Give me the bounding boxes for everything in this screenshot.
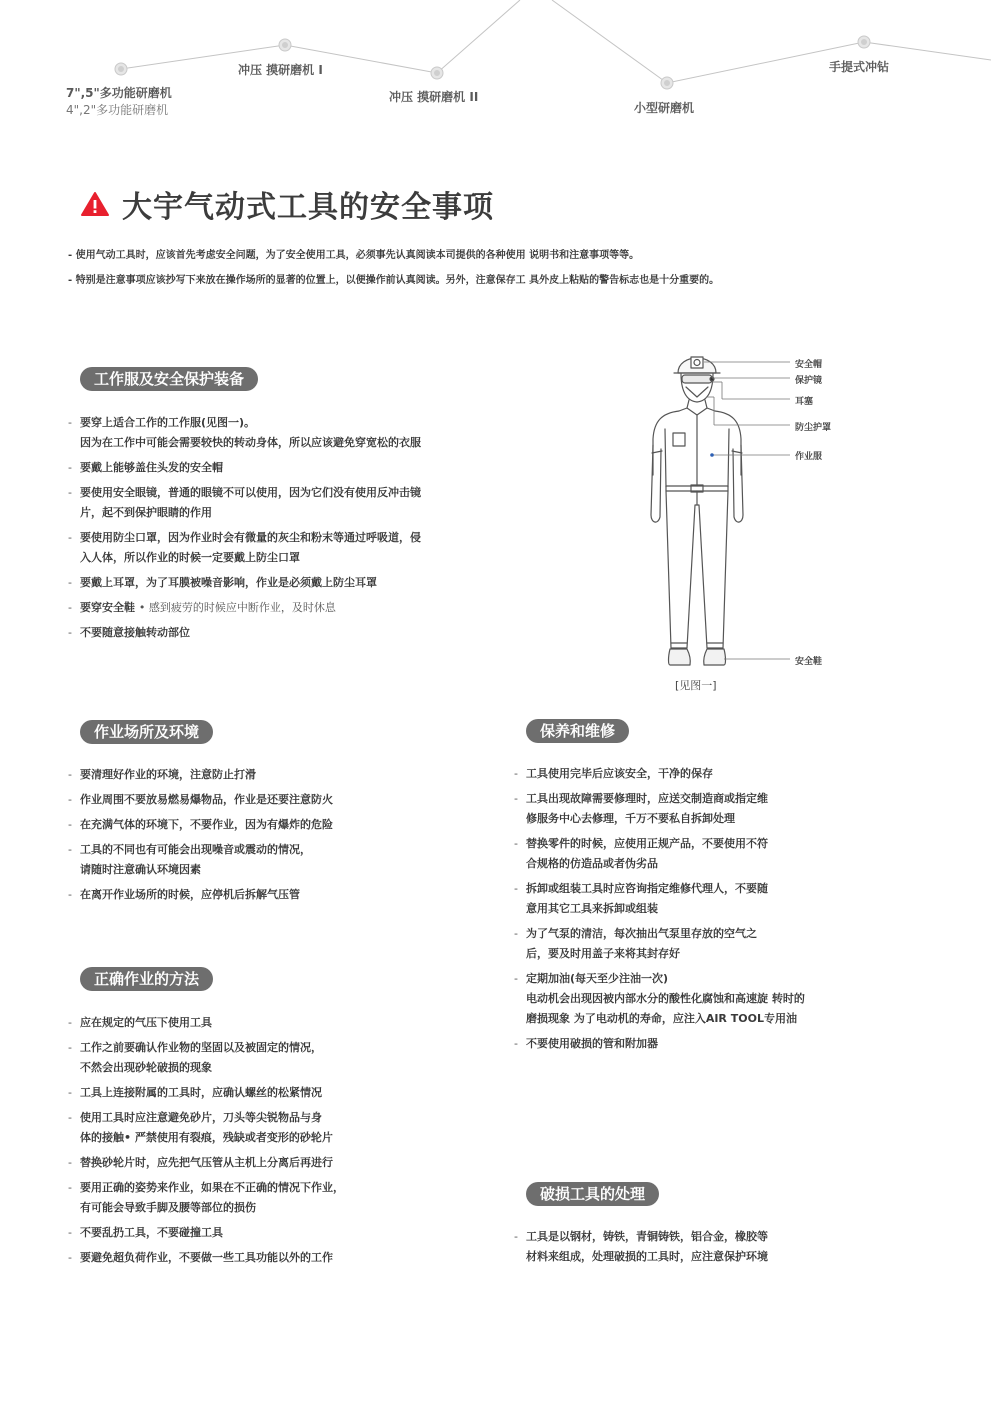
list-item-line: 不然会出现砂轮破损的现象 — [80, 1061, 212, 1074]
list-item — [68, 1013, 344, 1033]
list-item — [68, 1153, 344, 1173]
list-item — [68, 528, 421, 568]
list-item — [68, 1108, 344, 1148]
nav-item-multi-grinder-4-2[interactable]: 4",2"多功能研磨机 — [66, 103, 169, 117]
list-item-line: 因为在工作中可能会需要较快的转动身体，所以应该避免穿宽松的衣服 — [80, 436, 421, 449]
list-item — [68, 1223, 344, 1243]
list-item-line: - 要清理好作业的环境，注意防止打滑 — [80, 768, 256, 781]
list-item — [68, 840, 333, 880]
list-item — [68, 885, 333, 905]
list-item — [68, 765, 333, 785]
list-item — [514, 764, 805, 784]
damaged-tools-list — [514, 1227, 768, 1272]
figure-label-mask: 防尘护罩 — [795, 423, 832, 433]
list-item — [68, 1248, 344, 1268]
list-item-line: - 不要乱扔工具，不要碰撞工具 — [80, 1226, 223, 1239]
list-item-line: - 工具使用完毕后应该安全，干净的保存 — [526, 767, 713, 780]
list-item — [68, 413, 421, 453]
list-item-line: 后，要及时用盖子来将其封存好 — [526, 947, 680, 960]
product-nav — [0, 0, 991, 130]
list-item-line: 修服务中心去修理，千万不要私自拆卸处理 — [526, 812, 735, 825]
page-title: 大宇气动式工具的安全事项 — [122, 190, 494, 225]
nav-item-die-grinder-1[interactable]: 冲压 摸研磨机 I — [238, 63, 323, 77]
list-item-line: - 应在规定的气压下使用工具 — [80, 1016, 212, 1029]
list-item-line: - 工作之前要确认作业物的坚固以及被固定的情况， — [80, 1041, 322, 1054]
list-item-line: 片，起不到保护眼睛的作用 — [80, 506, 212, 519]
list-item-line: - 要使用安全眼镜，普通的眼镜不可以使用，因为它们没有使用反冲击镜 — [80, 486, 421, 499]
list-item-line: - 要避免超负荷作业，不要做一些工具功能以外的工作 — [80, 1251, 333, 1264]
list-item-line: - 替换零件的时候，应使用正规产品，不要使用不符 — [526, 837, 768, 850]
list-item — [68, 623, 421, 643]
list-item — [68, 1038, 344, 1078]
figure-label-workwear: 作业服 — [795, 452, 823, 462]
list-item-line: - 为了气泵的清洁，每次抽出气泵里存放的空气之 — [526, 927, 757, 940]
list-item-line: 有可能会导致手脚及腰等部位的损伤 — [80, 1201, 256, 1214]
list-item-line: - 工具出现故障需要修理时，应送交制造商或指定维 — [526, 792, 768, 805]
list-item-line: - 要戴上能够盖住头发的安全帽 — [80, 461, 223, 474]
section-title-environment: 作业场所及环境 — [80, 720, 213, 744]
list-item-line: 材料来组成，处理破损的工具时，应注意保护环境 — [526, 1250, 768, 1263]
list-item-line: - 在离开作业场所的时候，应停机后拆解气压管 — [80, 888, 300, 901]
intro-line-1: - 使用气动工具时，应该首先考虑安全问题，为了安全使用工具，必须事先认真阅读本司提供的各种使用 说明书和注意事项等等。 — [68, 250, 640, 261]
list-item-line: - 要穿上适合工作的工作服(见图一)。 — [80, 416, 256, 429]
figure-label-earplug: 耳塞 — [795, 397, 814, 407]
list-item-line: 请随时注意确认环境因素 — [80, 863, 201, 876]
list-item-line: - 不要使用破损的管和附加器 — [526, 1037, 658, 1050]
figure-label-helmet: 安全帽 — [795, 360, 823, 370]
list-item-line: - 工具的不同也有可能会出现噪音或震动的情况， — [80, 843, 311, 856]
section-title-clothing: 工作服及安全保护装备 — [80, 367, 258, 391]
list-item-line: - 工具是以钢材，铸铁，青铜铸铁，铝合金，橡胶等 — [526, 1230, 768, 1243]
list-item-line: 电动机会出现因被内部水分的酸性化腐蚀和高速旋 转时的 — [526, 992, 805, 1005]
list-item-line: - 工具上连接附属的工具时，应确认螺丝的松紧情况 — [80, 1086, 322, 1099]
list-item — [514, 789, 805, 829]
list-item — [514, 879, 805, 919]
section-title-damaged-tools: 破损工具的处理 — [526, 1182, 659, 1206]
list-item-line: 合规格的仿造品或者伪劣品 — [526, 857, 658, 870]
clothing-list — [68, 413, 421, 648]
environment-list — [68, 765, 333, 910]
list-item — [514, 969, 805, 1029]
figure-label-shoes: 安全鞋 — [795, 657, 823, 667]
maintenance-list — [514, 764, 805, 1059]
list-item-line: - 要使用防尘口罩，因为作业时会有微量的灰尘和粉末等通过呼吸道，侵 — [80, 531, 421, 544]
list-item — [68, 598, 421, 618]
figure-label-goggles: 保护镜 — [795, 376, 823, 386]
list-item-line: 入人体，所以作业的时候一定要戴上防尘口罩 — [80, 551, 300, 564]
list-item-line: - 要用正确的姿势来作业，如果在不正确的情况下作业， — [80, 1181, 344, 1194]
list-item — [514, 1227, 768, 1267]
nav-item-die-grinder-2[interactable]: 冲压 摸研磨机 II — [389, 90, 479, 104]
list-item-line: - 拆卸或组装工具时应咨询指定维修代理人，不要随 — [526, 882, 768, 895]
list-item-line: 要穿安全鞋 — [80, 601, 135, 614]
list-item-line: - 作业周围不要放易燃易爆物品，作业是还要注意防火 — [80, 793, 333, 806]
list-item — [68, 458, 421, 478]
list-item — [68, 815, 333, 835]
list-item — [68, 1178, 344, 1218]
section-title-maintenance: 保养和维修 — [526, 719, 629, 743]
nav-item-hand-drill[interactable]: 手提式冲钻 — [829, 60, 890, 74]
nav-item-multi-grinder-7-5[interactable]: 7",5"多功能研磨机 — [66, 86, 172, 100]
intro-line-2: - 特别是注意事项应该抄写下来放在操作场所的显著的位置上，以便操作前认真阅读。另外，注意保存工 具外皮上粘贴的警告标志也是十分重要的。 — [68, 275, 720, 286]
list-item — [68, 483, 421, 523]
section-title-method: 正确作业的方法 — [80, 967, 213, 991]
list-item — [68, 1083, 344, 1103]
list-item — [514, 834, 805, 874]
list-item-line: 体的接触• 严禁使用有裂痕，残缺或者变形的砂轮片 — [80, 1131, 333, 1144]
list-item-line: 意用其它工具来拆卸或组装 — [526, 902, 658, 915]
warning-icon — [80, 191, 110, 217]
page-title-block — [80, 182, 494, 226]
list-item-line: - 定期加油(每天至少注油一次) — [526, 972, 669, 985]
figure-caption: [见图一] — [675, 679, 717, 692]
list-item-line: - 替换砂轮片时，应先把气压管从主机上分离后再进行 — [80, 1156, 333, 1169]
nav-item-mini-grinder[interactable]: 小型研磨机 — [634, 101, 695, 115]
list-item-line — [80, 598, 421, 618]
list-item — [514, 1034, 805, 1054]
list-item-line: - 使用工具时应注意避免砂片，刀头等尖锐物品与身 — [80, 1111, 322, 1124]
list-item — [68, 790, 333, 810]
fatigue-note: • 感到疲劳的时候应中断作业，及时休息 — [138, 601, 336, 614]
list-item-line: - 要戴上耳罩，为了耳膜被噪音影响，作业是必须戴上防尘耳罩 — [80, 576, 377, 589]
list-item-line: 磨损现象 为了电动机的寿命，应注入AIR TOOL专用油 — [526, 1012, 797, 1025]
method-list — [68, 1013, 344, 1273]
list-item-line: - 不要随意接触转动部位 — [80, 626, 190, 639]
list-item — [514, 924, 805, 964]
list-item — [68, 573, 421, 593]
list-item-line: - 在充满气体的环境下，不要作业，因为有爆炸的危险 — [80, 818, 333, 831]
